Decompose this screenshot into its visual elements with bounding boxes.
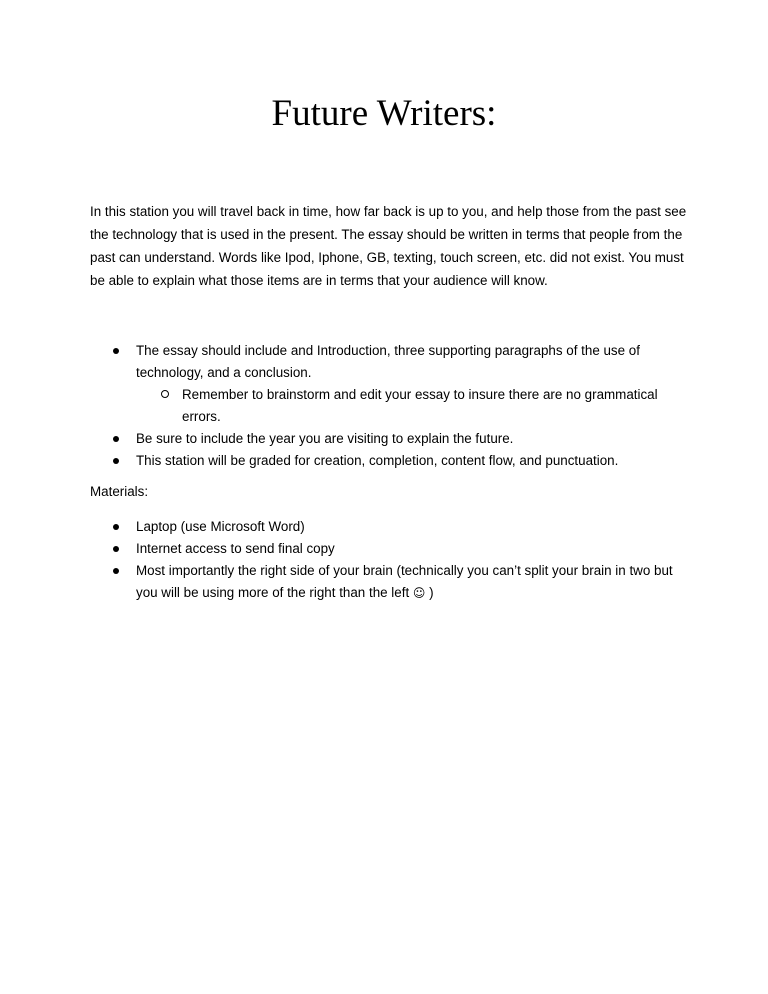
requirements-list xyxy=(90,340,690,472)
requirement-text: The essay should include and Introduction, three supporting paragraphs of the use of technology, and a conclusion. xyxy=(136,343,640,380)
circle-bullet-icon xyxy=(161,390,169,398)
bullet-icon xyxy=(113,524,119,530)
list-item xyxy=(90,560,690,604)
list-item xyxy=(90,428,690,450)
material-text: Most importantly the right side of your brain (technically you can’t split your brain in two but you will be using more of the right than the left xyxy=(136,563,673,600)
sub-list xyxy=(136,384,690,428)
materials-heading: Materials: xyxy=(90,484,149,499)
list-item xyxy=(90,340,690,428)
material-suffix: ) xyxy=(429,585,434,600)
bullet-icon xyxy=(113,458,119,464)
sub-list-item xyxy=(136,384,690,428)
sub-requirement-text: Remember to brainstorm and edit your essay to insure there are no grammatical errors. xyxy=(182,387,658,424)
bullet-icon xyxy=(113,436,119,442)
material-text: Internet access to send final copy xyxy=(136,541,335,556)
page-title: Future Writers: xyxy=(271,93,497,134)
materials-list xyxy=(90,516,690,604)
requirement-text: Be sure to include the year you are visiting to explain the future. xyxy=(136,431,514,446)
material-text: Laptop (use Microsoft Word) xyxy=(136,519,305,534)
intro-paragraph: In this station you will travel back in time, how far back is up to you, and help those from the past see the technology that is used in the present. The essay should be written in terms that people from the past can understand. Words like Ipod, Iphone, GB, texting, touch screen, etc. did not exist. You must be able to explain what those items are in terms that your audience will know. xyxy=(90,204,687,288)
bullet-icon xyxy=(113,546,119,552)
bullet-icon xyxy=(113,568,119,574)
requirement-text: This station will be graded for creation, completion, content flow, and punctuation. xyxy=(136,453,619,468)
list-item xyxy=(90,450,690,472)
smiley-face-icon: ☺ xyxy=(412,586,426,600)
bullet-icon xyxy=(113,348,119,354)
list-item xyxy=(90,516,690,538)
list-item xyxy=(90,538,690,560)
